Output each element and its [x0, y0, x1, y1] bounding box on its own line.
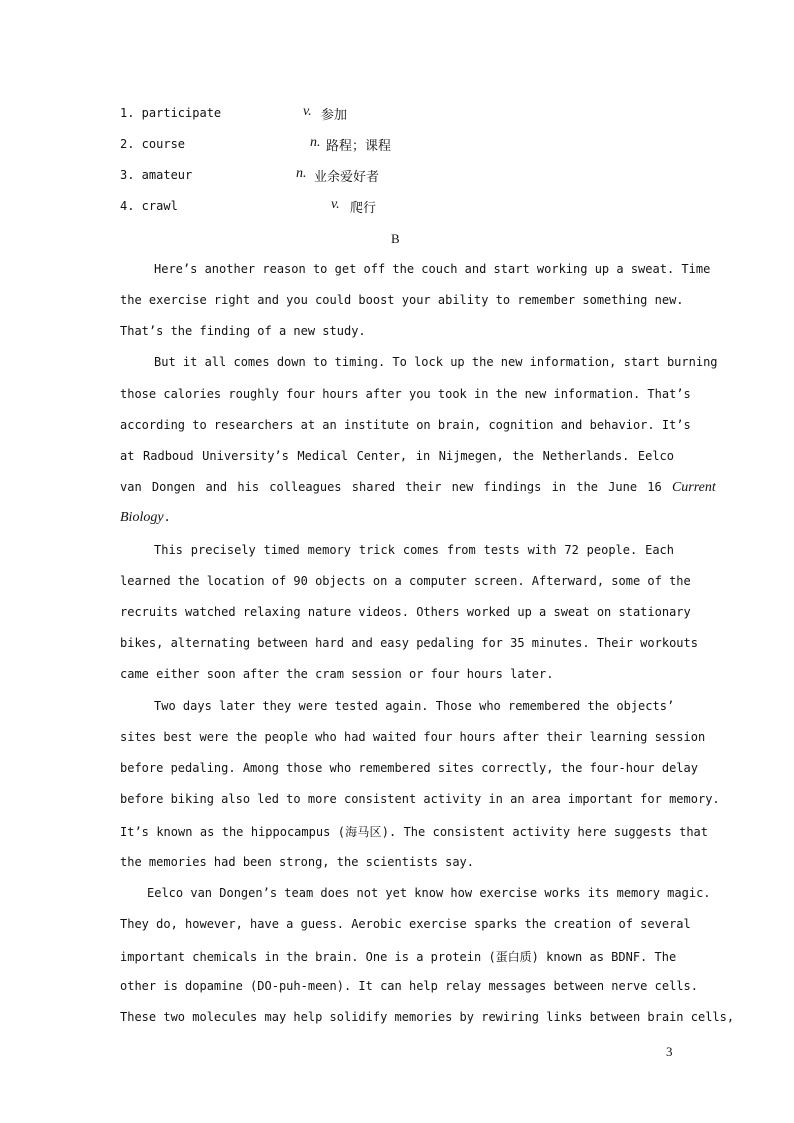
- vocab-definition: 路程；课程: [326, 139, 392, 154]
- text-line: These two molecules may help solidify memories by rewiring links between brain cells,: [120, 1010, 735, 1024]
- vocab-item-1: [120, 104, 348, 123]
- text-line: the memories had been strong, the scientists say.: [120, 855, 475, 869]
- vocab-definition: 参加: [321, 108, 348, 123]
- page-number: 3: [666, 1044, 673, 1059]
- text-line: learned the location of 90 objects on a computer screen. Afterward, some of the: [120, 574, 691, 588]
- text-line: sites best were the people who had waited four hours after their learning session: [120, 730, 706, 744]
- text-line: This precisely timed memory trick comes from tests with 72 people. Each: [154, 543, 674, 557]
- text-line: It’s known as the hippocampus (海马区). The consistent activity here suggests that: [120, 825, 708, 839]
- text-line: That’s the finding of a new study.: [120, 324, 366, 338]
- text-line: [120, 510, 674, 526]
- text-line: Eelco van Dongen’s team does not yet know how exercise works its memory magic.: [147, 886, 711, 900]
- text-run: van Dongen and his colleagues shared their new findings in the June 16: [120, 480, 662, 494]
- text-line: important chemicals in the brain. One is a protein (蛋白质) known as BDNF. The: [120, 950, 677, 964]
- text-line: bikes, alternating between hard and easy pedaling for 35 minutes. Their workouts: [120, 636, 698, 650]
- text-line: Two days later they were tested again. Those who remembered the objects’: [154, 699, 675, 713]
- text-line: But it all comes down to timing. To lock up the new information, start burning: [154, 355, 718, 369]
- text-line: those calories roughly four hours after you took in the new information. That’s: [120, 387, 691, 401]
- vocab-word: 4. crawl: [120, 199, 178, 213]
- text-line: recruits watched relaxing nature videos. Others worked up a sweat on stationary: [120, 605, 691, 619]
- text-line: at Radboud University’s Medical Center, in Nijmegen, the Netherlands. Eelco: [120, 449, 674, 463]
- vocab-word: 3. amateur: [120, 168, 193, 182]
- vocab-definition: 爬行: [350, 201, 377, 216]
- text-run: .: [163, 510, 171, 524]
- text-line: the exercise right and you could boost your ability to remember something new.: [120, 293, 684, 307]
- text-line: before biking also led to more consistent activity in an area important for memory.: [120, 792, 720, 806]
- section-label: B: [391, 231, 400, 246]
- text-line: Here’s another reason to get off the couch and start working up a sweat. Time: [154, 262, 711, 276]
- vocab-pos: v.: [331, 197, 340, 212]
- vocab-item-4: [120, 197, 377, 216]
- vocab-word: 2. course: [120, 137, 186, 151]
- journal-name: Current: [671, 480, 716, 495]
- journal-name: Biology: [120, 510, 164, 525]
- vocab-definition: 业余爱好者: [314, 170, 380, 185]
- vocab-pos: v.: [303, 104, 312, 119]
- vocab-word: 1. participate: [120, 106, 222, 120]
- vocab-pos: n.: [310, 135, 321, 150]
- vocab-item-2: [120, 135, 392, 154]
- text-line: according to researchers at an institute on brain, cognition and behavior. It’s: [120, 418, 691, 432]
- text-line: [120, 480, 716, 496]
- vocab-item-3: [120, 166, 380, 185]
- text-line: They do, however, have a guess. Aerobic exercise sparks the creation of several: [120, 917, 691, 931]
- text-line: other is dopamine (DO-puh-meen). It can help relay messages between nerve cells.: [120, 979, 698, 993]
- text-line: before pedaling. Among those who remembered sites correctly, the four-hour delay: [120, 761, 698, 775]
- text-line: came either soon after the cram session or four hours later.: [120, 667, 554, 681]
- vocab-pos: n.: [296, 166, 307, 181]
